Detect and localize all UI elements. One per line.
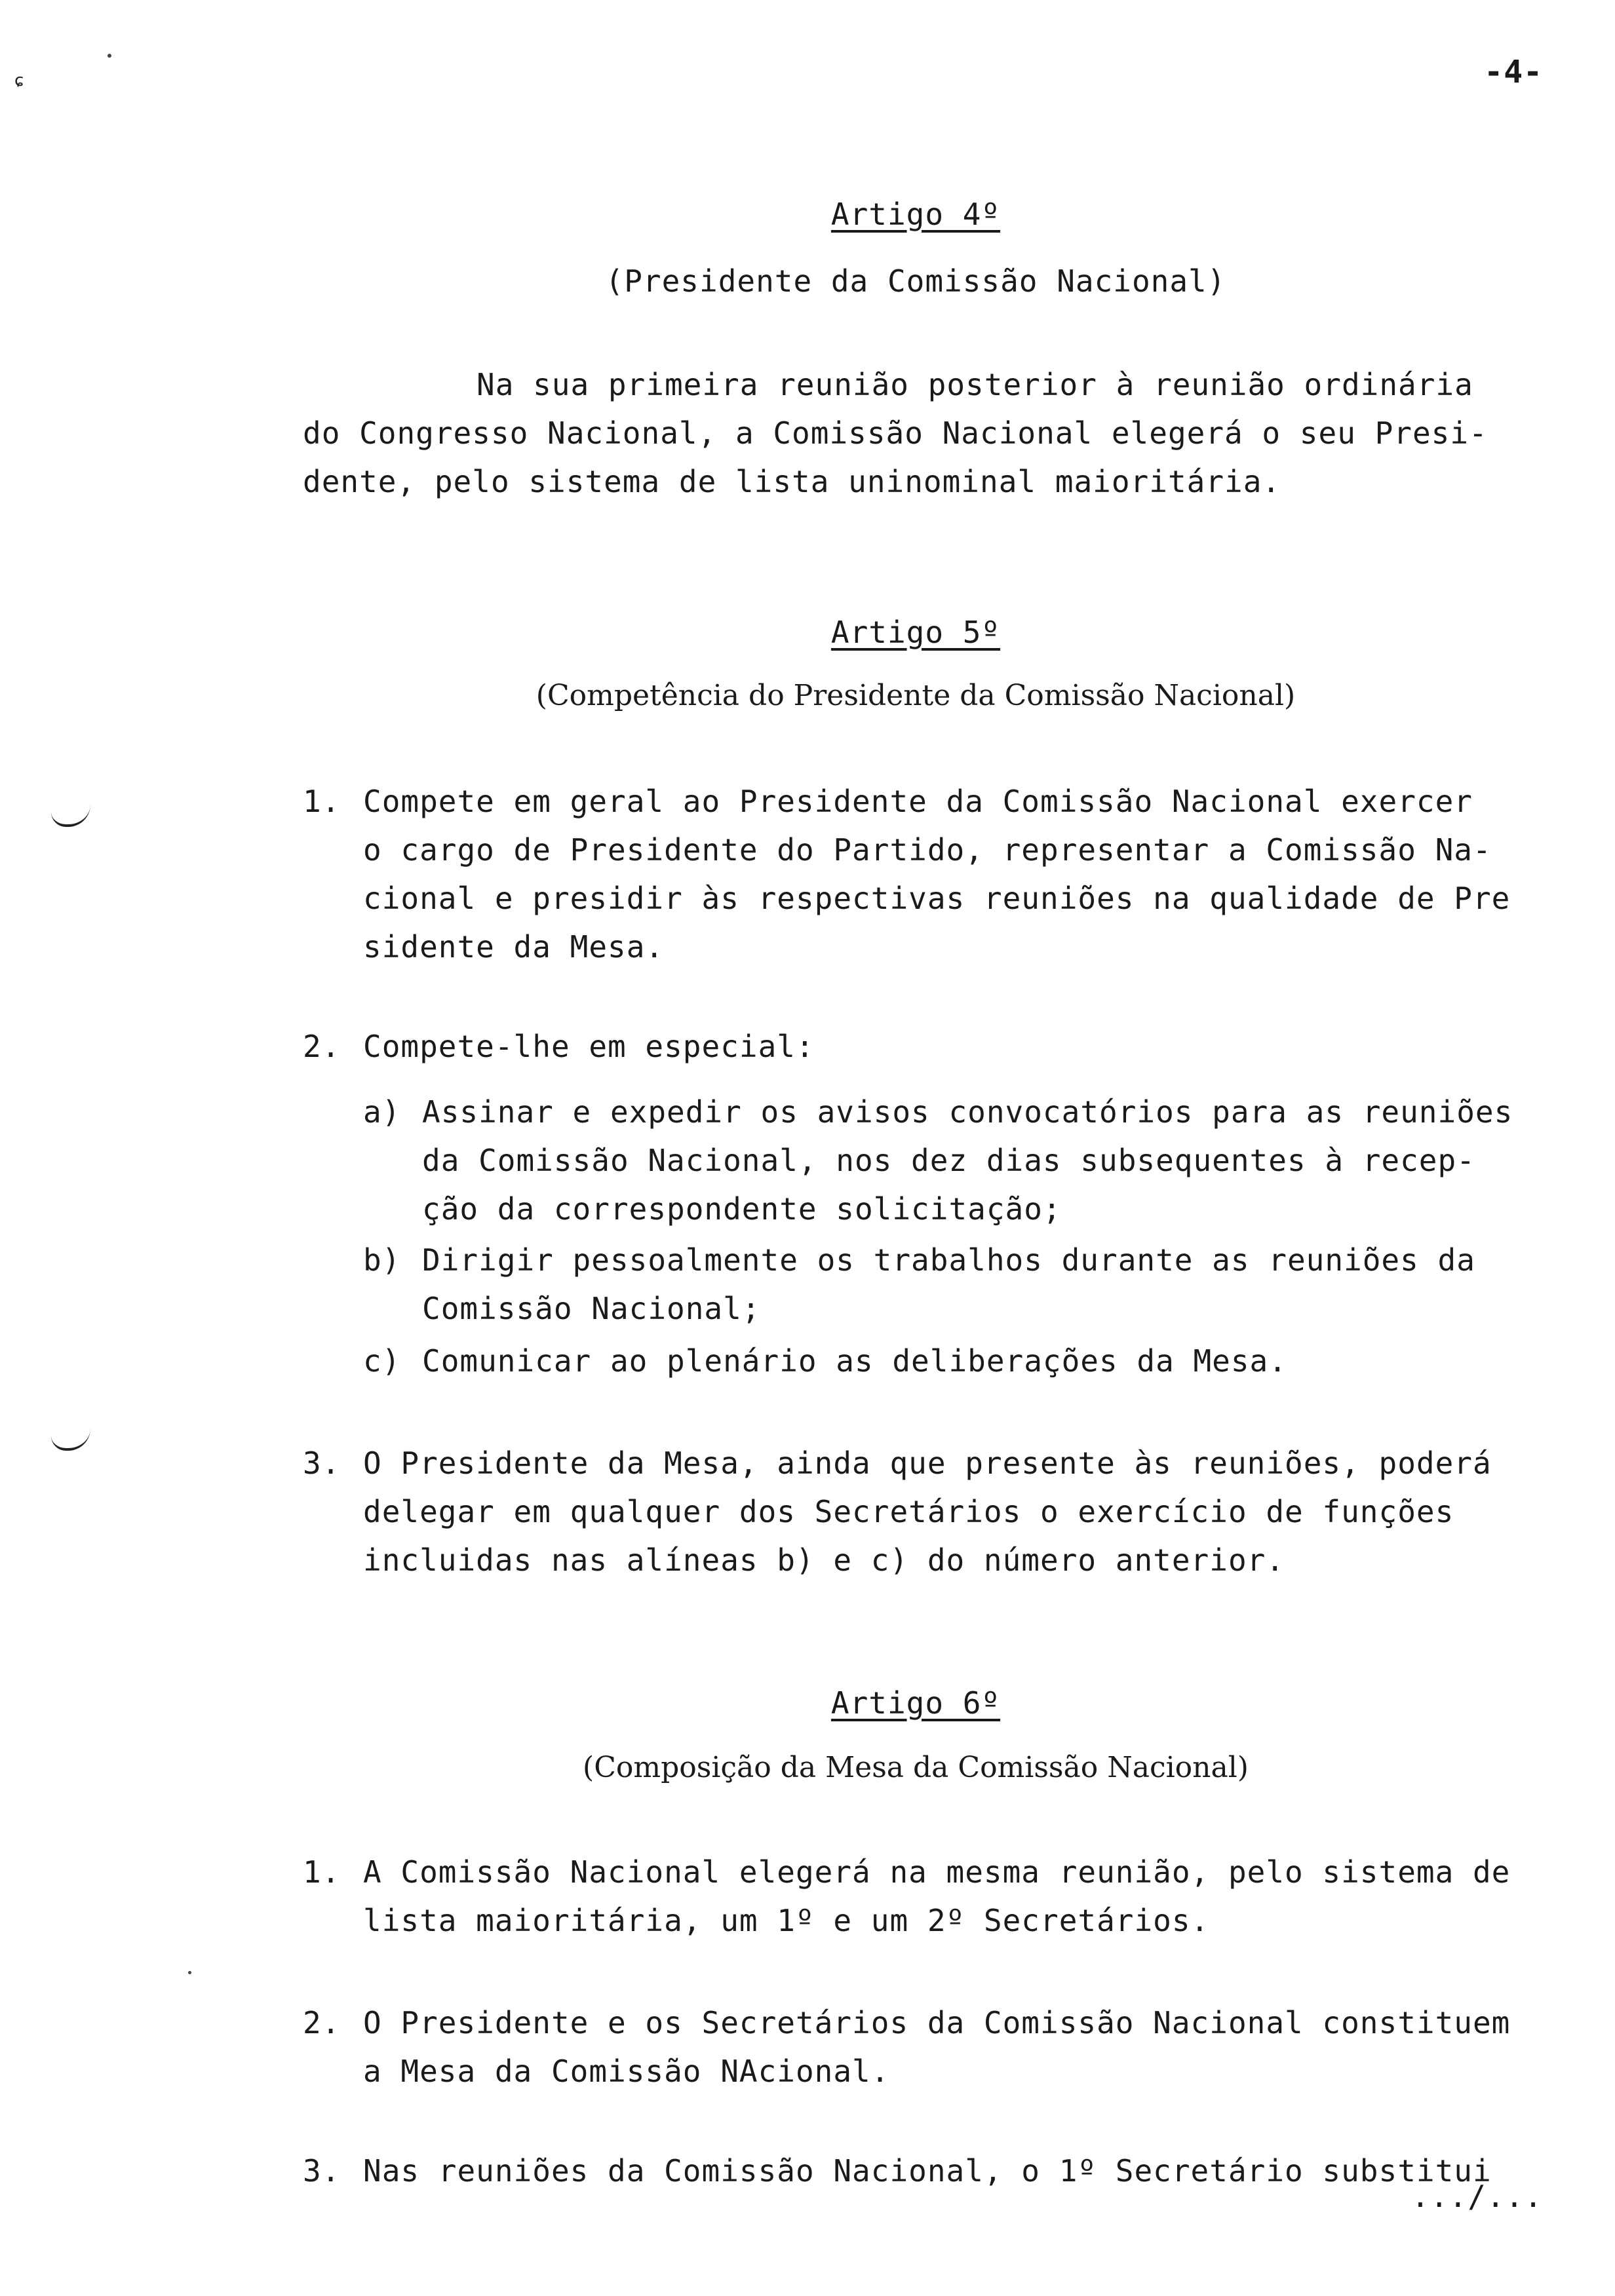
item-number: 2. (303, 2005, 341, 2040)
subitem-line: Assinar e expedir os avisos convocatórios para as reuniões (422, 1094, 1513, 1130)
item-line: delegar em qualquer dos Secretários o exercício de funções (363, 1494, 1454, 1529)
subitem-label: b) (363, 1242, 401, 1278)
item-line: A Comissão Nacional elegerá na mesma reunião, pelo sistema de (363, 1854, 1511, 1890)
margin-dot (188, 1971, 191, 1974)
body-line: Na sua primeira reunião posterior à reunião ordinária (477, 367, 1473, 402)
item-number: 1. (303, 784, 341, 819)
item-line: Nas reuniões da Comissão Nacional, o 1º Secretário substitui (363, 2153, 1492, 2189)
article-4-subtitle: (Presidente da Comissão Nacional) (605, 263, 1226, 299)
subitem-line: Comunicar ao plenário as deliberações da Mesa. (422, 1343, 1287, 1379)
continuation-marker: .../... (1411, 2179, 1543, 2214)
item-line: sidente da Mesa. (363, 929, 665, 965)
article-6-subtitle: (Composição da Mesa da Comissão Nacional) (583, 1751, 1249, 1784)
item-line: O Presidente da Mesa, ainda que presente às reuniões, poderá (363, 1445, 1492, 1481)
subitem-line: da Comissão Nacional, nos dez dias subsequentes à recep- (422, 1143, 1475, 1178)
subitem-label: c) (363, 1343, 401, 1379)
body-line: do Congresso Nacional, a Comissão Nacional elegerá o seu Presi- (303, 415, 1488, 451)
item-line: cional e presidir às respectivas reuniões na qualidade de Pre (363, 881, 1511, 916)
margin-bracket (51, 1428, 90, 1451)
item-line: lista maioritária, um 1º e um 2º Secretários. (363, 1903, 1210, 1938)
item-number: 2. (303, 1029, 341, 1064)
subitem-line: Dirigir pessoalmente os trabalhos durante as reuniões da (422, 1242, 1475, 1278)
article-4-title: Artigo 4º (830, 197, 1001, 232)
article-5-title: Artigo 5º (830, 615, 1001, 650)
margin-dot (107, 54, 111, 58)
item-number: 1. (303, 1854, 341, 1890)
margin-mark: ɕ (14, 71, 25, 90)
item-line: incluidas nas alíneas b) e c) do número anterior. (363, 1542, 1285, 1578)
body-line: dente, pelo sistema de lista uninominal maioritária. (303, 464, 1281, 499)
subitem-line: Comissão Nacional; (422, 1291, 761, 1326)
item-line: Compete em geral ao Presidente da Comissão Nacional exercer (363, 784, 1473, 819)
article-5-subtitle: (Competência do Presidente da Comissão Nacional) (535, 679, 1296, 712)
item-number: 3. (303, 1445, 341, 1481)
article-6-title: Artigo 6º (830, 1685, 1001, 1721)
item-number: 3. (303, 2153, 341, 2189)
item-line: a Mesa da Comissão NAcional. (363, 2054, 890, 2089)
subitem-label: a) (363, 1094, 401, 1130)
page-number: -4- (1484, 54, 1543, 90)
margin-bracket (51, 805, 90, 827)
subitem-line: ção da correspondente solicitação; (422, 1191, 1062, 1227)
item-line: O Presidente e os Secretários da Comissão Nacional constituem (363, 2005, 1511, 2040)
item-line: o cargo de Presidente do Partido, representar a Comissão Na- (363, 832, 1492, 868)
item-intro: Compete-lhe em especial: (363, 1029, 815, 1064)
